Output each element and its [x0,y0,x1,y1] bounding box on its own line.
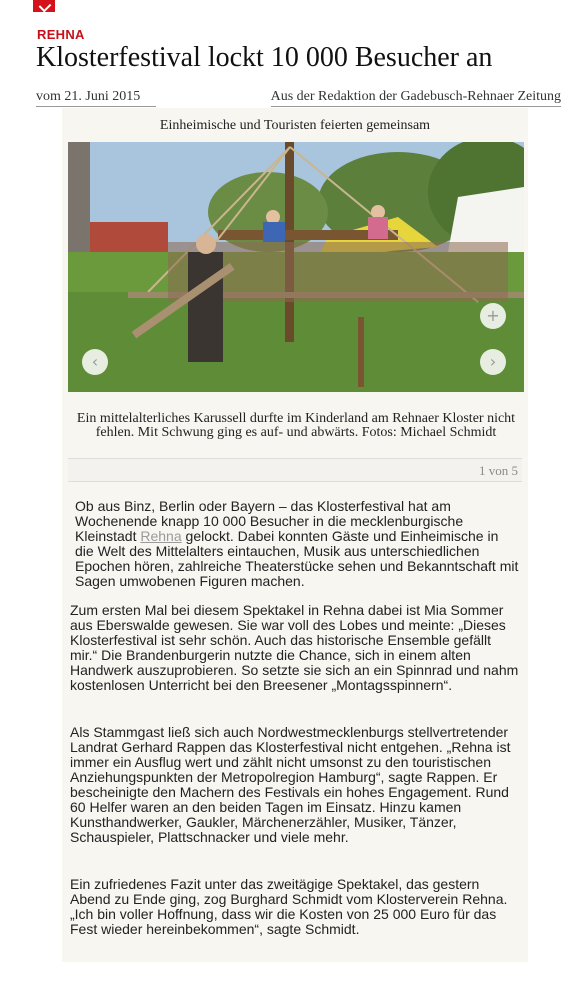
festival-photo-illustration [68,142,524,392]
newspaper-logo-icon[interactable] [33,0,55,12]
article-headline: Klosterfestival lockt 10 000 Besucher an [36,42,493,73]
article-paragraph: Zum ersten Mal bei diesem Spektakel in Rehna dabei ist Mia Sommer aus Eberswalde gewesen. Sie war voll des Lobes und meinte: „Dieses Klosterfestival ist sehr schön. Auch das historische Ensemble gefällt mir.“ Die Brandenburgerin nutzte die Chance, sich in einem alten Handwerk auszuprobieren. So setzte sie sich an ein Spinnrad und nahm kostenlosen Unterricht bei den Breesener „Montagsspinnern“. [70,602,519,693]
gallery-prev-button[interactable] [82,349,108,375]
rehna-link[interactable]: Rehna [140,528,182,544]
chevron-left-icon: ‹ [91,352,99,371]
article-date: vom 21. Juni 2015 [36,89,156,107]
gallery-next-button[interactable] [480,349,506,375]
section-kicker[interactable]: REHNA [37,27,85,42]
performer [188,252,223,362]
paragraph-text: gelockt. Dabei konnten Gäste und Einheimische in die Welt des Mittelalters eintauchen, Musik aus unterschiedlichen Epochen hören, zahlreiche Theaterstücke sehen und Bekanntschaft mit Sagen umwobenen Figuren machen. [75,528,519,589]
photo-caption: Ein mittelalterliches Karussell durfte im Kinderland am Rehnaer Kloster nicht fehlen. Mit Schwung ging es auf- und abwärts. Fotos: Michael Schmidt [76,411,516,440]
post [358,317,364,387]
article-source: Aus der Redaktion der Gadebusch-Rehnaer Zeitung [271,89,561,107]
child [266,210,280,224]
article-paragraph [75,499,520,589]
gallery-zoom-button[interactable] [480,303,506,329]
lawn-front [68,292,524,392]
paragraph-text: Ob aus Binz, Berlin oder Bayern – das Klosterfestival hat am Wochenende knapp 10 000 Besucher in die mecklenburgische Kleinstadt [75,498,464,544]
child [371,205,385,219]
gallery-title: Einheimische und Touristen feierten gemeinsam [159,118,431,133]
gallery-counter: 1 von 5 [479,463,518,478]
chevron-right-icon: › [489,352,497,371]
performer [196,234,216,254]
gallery-counter-bar [68,458,522,482]
gallery-photo[interactable] [68,142,524,392]
article-paragraph: Ein zufriedenes Fazit unter das zweitägige Spektakel, das gestern Abend zu Ende ging, zog Burghard Schmidt vom Klosterverein Rehna. „Ich bin voller Hoffnung, dass wir die Kosten von 25 000 Euro für das Fest wieder hereinbekommen“, sagte Schmidt. [70,876,508,937]
child [368,217,388,239]
plus-icon: + [486,306,500,325]
article-meta [36,89,561,107]
child [263,222,285,242]
article-paragraph: Als Stammgast ließ sich auch Nordwestmecklenburgs stellvertretender Landrat Gerhard Rappen das Klosterfestival nicht entgehen. „Rehna ist immer ein Ausflug wert und zählt nicht umsonst zu den touristischen Anziehungspunkten der Metropolregion Hamburg“, sagte Rappen. Er bescheinigte den Machern des Festivals ein hohes Engagement. Rund 60 Helfer waren an den beiden Tagen im Einsatz. Hinzu kamen Kunsthandwerker, Gaukler, Märchenerzähler, Musiker, Tänzer, Schauspieler, Plattschnacker und viele mehr. [70,724,511,845]
